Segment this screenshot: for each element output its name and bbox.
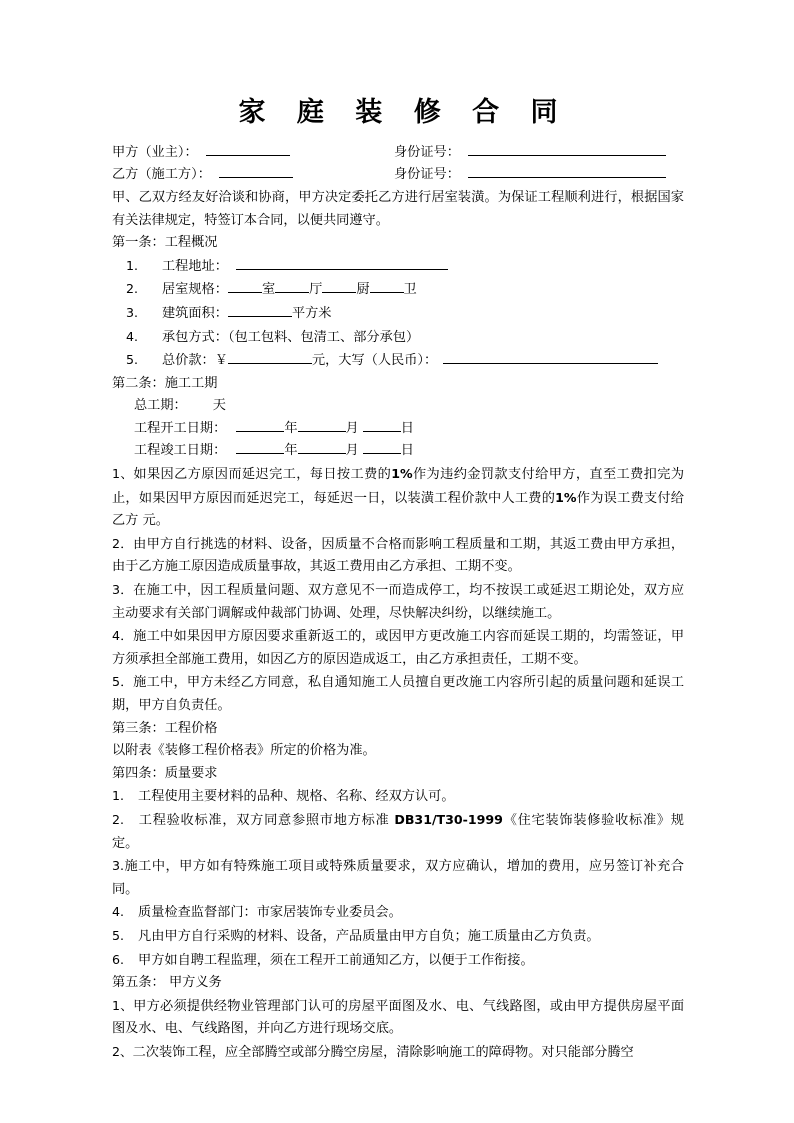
clause-paragraph [112,671,684,717]
start-year-blank[interactable] [236,418,284,432]
text-run: 《住宅装饰装修验收标准》规定。 [112,812,684,851]
item-label: 工程地址： [162,258,228,274]
emphasis-run: 1% [555,489,577,505]
party-b-id-group [394,164,684,187]
clause-marker: 4. [112,904,125,920]
kitchen-count-blank[interactable] [322,279,356,293]
text-run: 作为误工费支付给乙方 元。 [112,490,684,529]
party-a-id-label: 身份证号： [394,144,460,160]
text-run: 工程使用主要材料的品种、规格、名称、经双方认可。 [138,789,455,805]
party-a-label: 甲方（业主）： [112,144,198,160]
text-run: 施工中如果因甲方原因要求重新返工的，或因甲方更改施工内容而延误工期的，均需签证，甲方须承担全部施工费用，如因乙方的原因造成返工，由乙方承担责任，工期不变。 [112,629,685,667]
text-run: 二次装饰工程，应全部腾空或部分腾空房屋，清除影响施工的障碍物。对只能部分腾空 [132,1044,634,1060]
party-b-id-label: 身份证号： [394,167,460,183]
item-marker: 4. [126,328,139,344]
clause-marker: 2． [112,535,134,551]
clause-marker: 1. [112,788,125,804]
item-label: 居室规格： [162,282,228,298]
area-unit-label: 平方米 [291,305,332,321]
bath-unit-label: 卫 [403,282,417,298]
party-b-label: 乙方（施工方）： [112,167,211,183]
text-run: 作为违约金罚款支付给甲方，直至工费扣完为止，如果因甲方原因而延迟完工，每延迟一日，以装潢工程价款中人工费的 [112,467,685,506]
row-finish-date [112,440,684,463]
text-run: 施工中，甲方如有特殊施工项目或特殊质量要求，双方应确认，增加的费用，应另签订补充合同。 [112,859,684,897]
item-marker: 1. [126,257,139,273]
item-contract-mode [112,326,684,350]
room-count-blank[interactable] [228,279,262,293]
quality-item [112,925,684,949]
item-marker: 3. [126,304,139,320]
quality-item [112,901,684,925]
quality-item [112,785,684,809]
section-heading-4: 第四条：质量要求 [112,765,218,781]
row-total-period [112,395,684,418]
party-a-id-blank[interactable] [468,142,666,156]
finish-date-label: 工程竣工日期： [134,443,227,459]
clause-paragraph [112,463,684,533]
year-unit-label: 年 [284,420,298,436]
item-label: 建筑面积： [162,305,228,321]
party-a-name-blank[interactable] [206,142,290,156]
kitchen-unit-label: 厨 [356,282,370,298]
total-price-blank[interactable] [228,350,312,364]
building-area-blank[interactable] [228,303,292,317]
emphasis-run: DB31/T30-1999 [394,811,503,827]
text-run: 施工中，甲方未经乙方同意，私自通知施工人员擅自更改施工内容所引起的质量问题和延误工期，甲方自负责任。 [112,675,685,713]
obligation-clause [112,995,684,1041]
item-marker: 5. [126,352,139,368]
section-3-body: 以附表《装修工程价格表》所定的价格为准。 [112,743,376,759]
emphasis-run: 1% [391,466,413,482]
finish-month-blank[interactable] [298,440,346,454]
hall-count-blank[interactable] [275,279,309,293]
hall-unit-label: 厅 [309,282,323,298]
item-label: 承包方式：（包工包料、包清工、部分承包） [162,329,420,345]
start-day-blank[interactable] [363,418,401,432]
item-marker: 2. [126,281,139,297]
total-period-unit: 天 [212,398,226,414]
text-run: 凡由甲方自行采购的材料、设备，产品质量由甲方自负；施工质量由乙方负责。 [138,928,600,944]
clause-marker: 2. [112,811,125,827]
clause-marker: 5． [112,674,134,690]
item-room-spec [112,278,684,302]
clause-paragraph [112,533,684,579]
quality-item [112,949,684,973]
month-unit-label: 月 [345,443,359,459]
clause-marker: 2、 [112,1043,133,1059]
text-run: 工程验收标准，双方同意参照市地方标准 [138,812,395,828]
day-unit-label: 日 [400,420,414,436]
text-run: 由甲方自行挑选的材料、设备，因质量不合格而影响工程质量和工期，其返工费由甲方承担，由于乙方施工原因造成质量事故，其返工费用由乙方承担、工期不变。 [112,536,685,575]
row-start-date [112,418,684,441]
clause-marker: 6. [112,951,125,967]
quality-item [112,809,684,855]
quality-item [112,855,684,901]
day-unit-label: 日 [400,443,414,459]
bath-count-blank[interactable] [370,279,404,293]
section-heading-1: 第一条：工程概况 [112,235,218,251]
finish-year-blank[interactable] [236,440,284,454]
text-run: 质量检查监督部门：市家居装饰专业委员会。 [138,905,402,921]
clause-marker: 1、 [112,466,134,482]
clause-paragraph [112,579,684,625]
total-price-words-blank[interactable] [443,350,658,364]
room-unit-label: 室 [261,282,276,298]
document-content [112,96,684,1065]
item-project-address [112,255,684,279]
finish-day-blank[interactable] [363,440,401,454]
start-month-blank[interactable] [298,418,346,432]
party-row-b [112,164,684,187]
section-heading-5: 第五条： 甲方义务 [112,975,222,991]
party-b-id-blank[interactable] [468,164,666,178]
item-total-price [112,349,684,373]
text-run: 如果因乙方原因而延迟完工，每日按工费的 [133,467,392,483]
month-unit-label: 月 [345,420,359,436]
preamble-paragraph: 甲、乙双方经友好洽谈和协商，甲方决定委托乙方进行居室装潢。为保证工程顺利进行，根据国家有关法律规定，特签订本合同，以便共同遵守。 [112,189,684,228]
item-label: 总价款：￥ [162,353,228,369]
year-unit-label: 年 [284,443,298,459]
project-address-blank[interactable] [236,256,448,270]
obligation-clause [112,1041,684,1065]
clause-marker: 4． [112,628,134,644]
page-title: 家 庭 装 修 合 同 [238,97,569,128]
section-heading-3: 第三条：工程价格 [112,720,218,736]
clause-marker: 1、 [112,997,134,1013]
party-row-a [112,142,684,165]
party-a-id-group [394,142,684,165]
start-date-label: 工程开工日期： [134,420,227,436]
clause-marker: 3. [112,858,125,874]
text-run: 在施工中，因工程质量问题、双方意见不一而造成停工，均不按误工或延迟工期论处，双方应主动要求有关部门调解或仲裁部门协调、处理，尽快解决纠纷，以继续施工。 [112,583,685,621]
text-run: 甲方如自聘工程监理，须在工程开工前通知乙方，以便于工作衔接。 [138,952,534,968]
clause-marker: 3． [112,582,134,598]
total-period-label: 总工期： [134,398,187,414]
text-run: 甲方必须提供经物业管理部门认可的房屋平面图及水、电、气线路图，或由甲方提供房屋平面图及水、电、气线路图，并向乙方进行现场交底。 [112,998,685,1037]
clause-marker: 5. [112,927,125,943]
total-price-unit-label: 元，大写（人民币）： [311,353,438,369]
item-building-area [112,302,684,326]
section-heading-2: 第二条：施工工期 [112,375,218,391]
party-b-name-blank[interactable] [219,164,293,178]
clause-paragraph [112,625,684,671]
